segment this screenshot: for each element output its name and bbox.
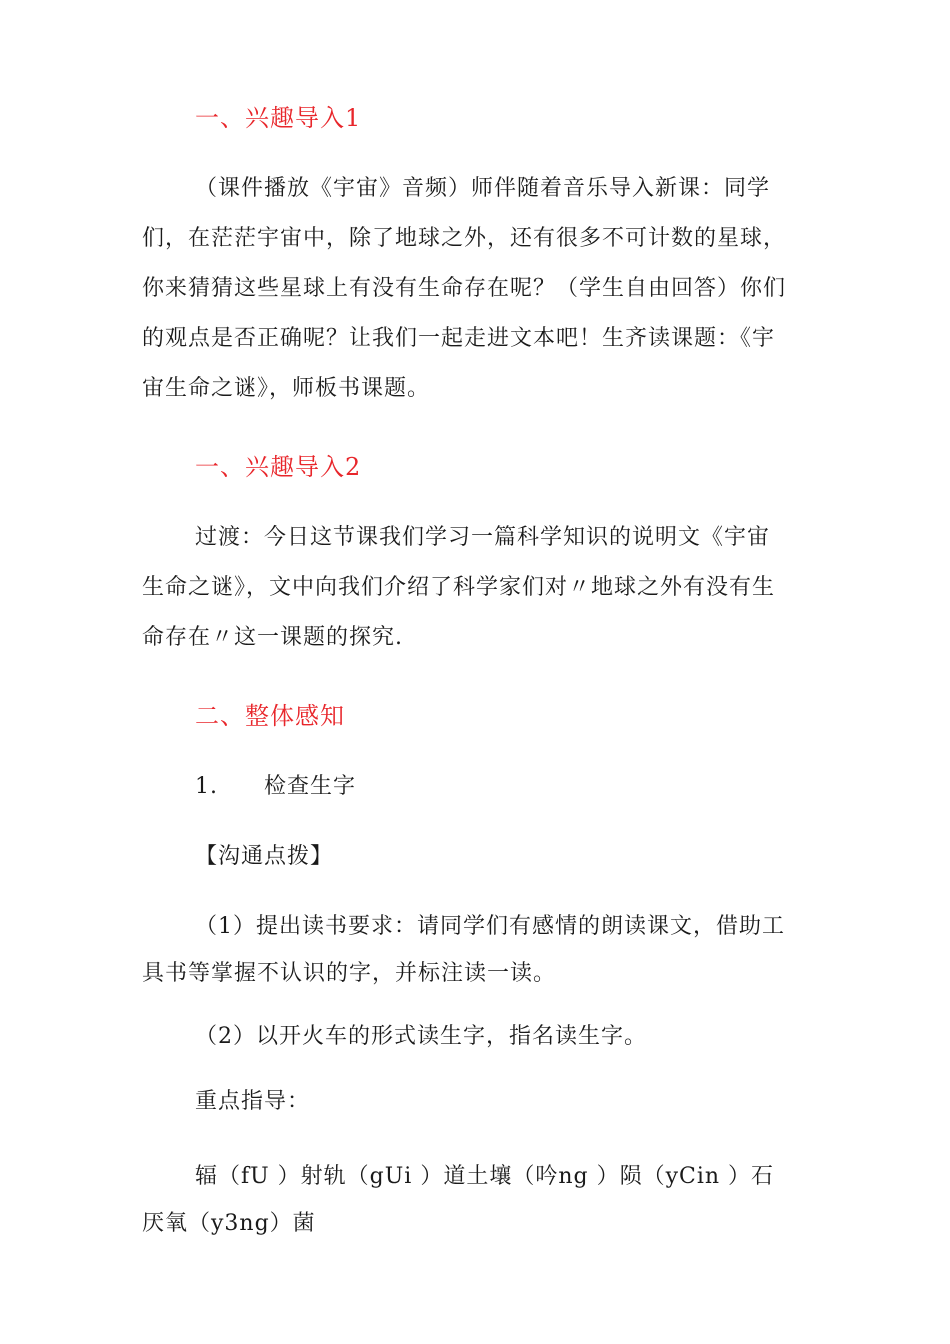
pinyin-line-2: 厌氧（y3ng）菌 (142, 1211, 316, 1236)
paragraph-2-line-3: 命存在〃这一课题的探究. (142, 625, 403, 650)
paragraph-2-line-2: 生命之谜》，文中向我们介绍了科学家们对〃地球之外有没有生 (142, 575, 776, 600)
communication-tips-label: 【沟通点拨】 (195, 844, 334, 869)
focus-guidance-label: 重点指导： (195, 1089, 311, 1114)
section-heading-overall-perception: 二、整体感知 (195, 702, 345, 730)
list-item-check-characters: 1. 检查生字 (195, 774, 356, 799)
section-heading-interest-intro-1: 一、兴趣导入1 (195, 104, 362, 132)
paragraph-2-line-1: 过渡：今日这节课我们学习一篇科学知识的说明文《宇宙 (195, 525, 771, 550)
pinyin-line-1: 辐（fU ）射轨（gUi ）道土壤（吟ng ）陨（yCin ）石 (195, 1164, 775, 1189)
paragraph-1-line-4: 的观点是否正确呢？让我们一起走进文本吧！生齐读课题：《宇 (142, 326, 776, 351)
paragraph-1-line-5: 宙生命之谜》，师板书课题。 (142, 376, 431, 401)
section-heading-interest-intro-2: 一、兴趣导入2 (195, 453, 362, 481)
paragraph-3-line-2: 具书等掌握不认识的字，并标注读一读。 (142, 961, 557, 986)
paragraph-1-line-2: 们，在茫茫宇宙中，除了地球之外，还有很多不可计数的星球， (142, 226, 787, 251)
paragraph-3-line-1: （1）提出读书要求：请同学们有感情的朗读课文，借助工 (195, 914, 785, 939)
paragraph-4: （2）以开火车的形式读生字，指名读生字。 (195, 1024, 647, 1049)
paragraph-1-line-1: （课件播放《宇宙》音频）师伴随着音乐导入新课：同学 (195, 176, 771, 201)
paragraph-1-line-3: 你来猜猜这些星球上有没有生命存在呢？（学生自由回答）你们 (142, 276, 787, 301)
